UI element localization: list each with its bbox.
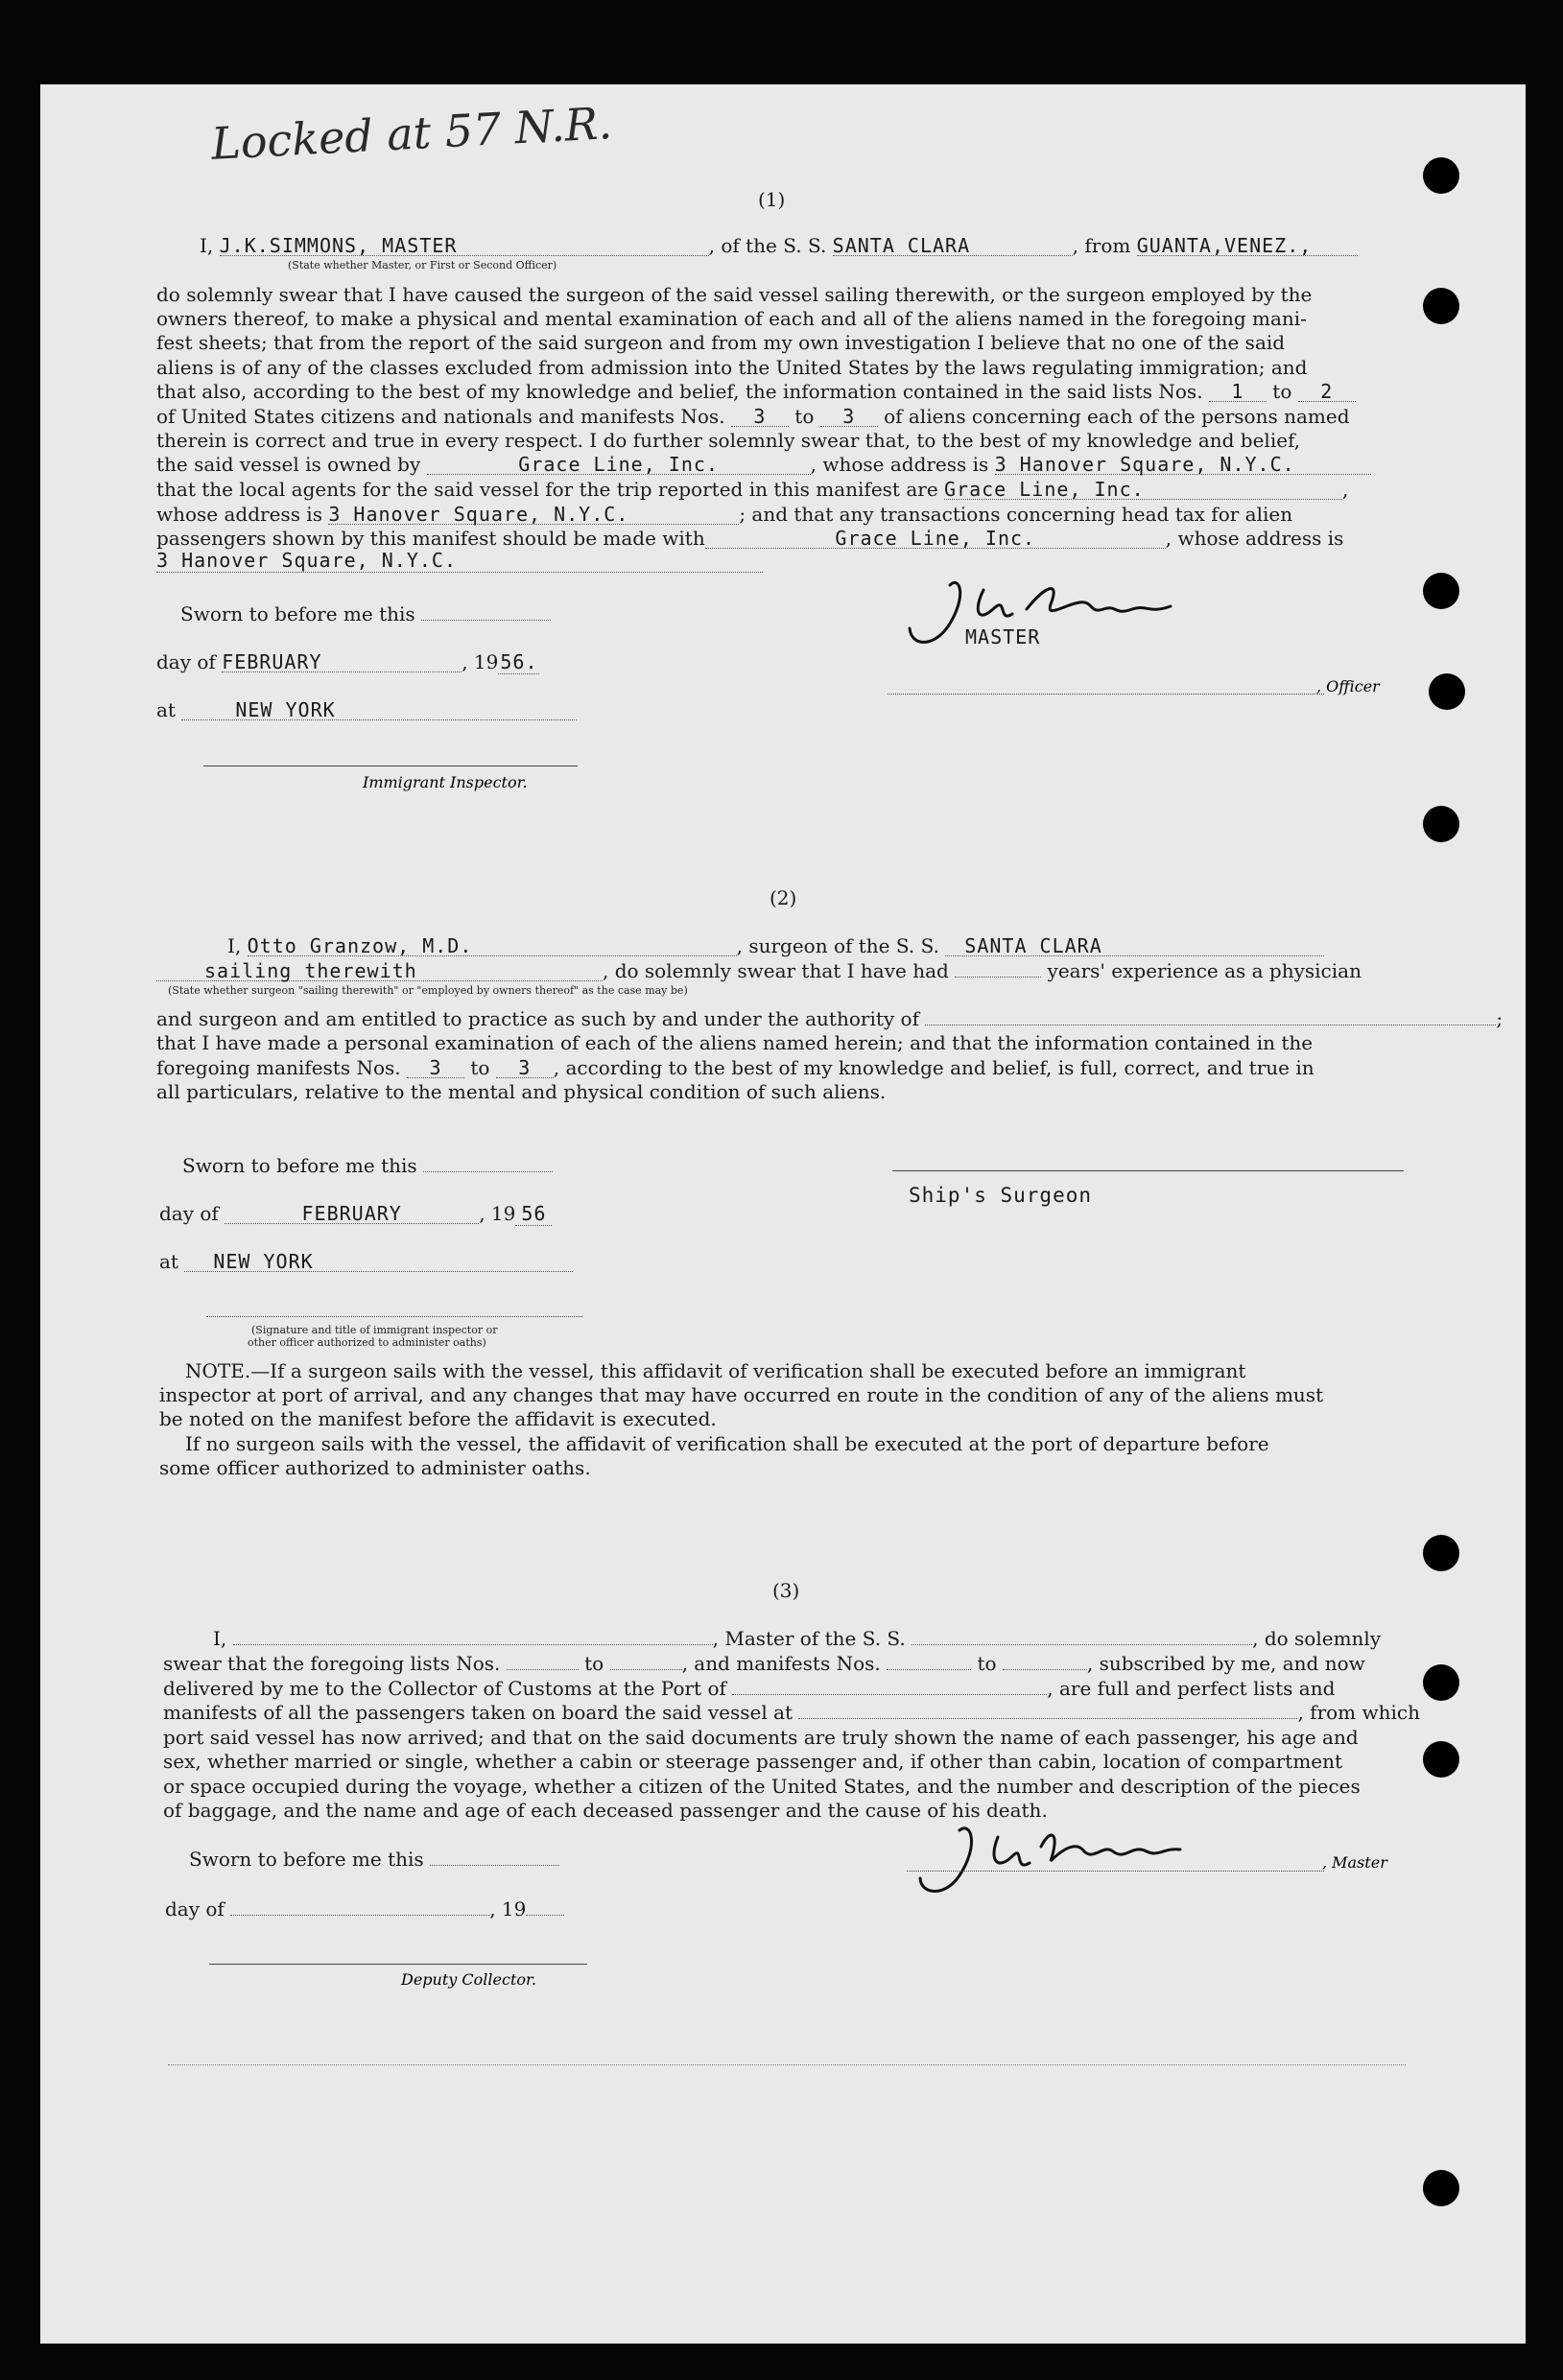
surgeon-year-field: 56 — [515, 1202, 552, 1226]
sailing-line: sailing therewith , do solemnly swear that I have had years' experience as a physician — [156, 961, 1362, 981]
section-3-number: (3) — [772, 1579, 800, 1602]
master-caption: , Master — [1322, 1853, 1387, 1872]
section-1-number: (1) — [758, 188, 786, 211]
bottom-rule — [168, 2064, 1406, 2065]
day-line-2: day of FEBRUARY , 19 56 — [159, 1204, 552, 1224]
master-title: MASTER — [965, 625, 1041, 648]
head-tax-address-line — [156, 549, 763, 573]
delivered-line: delivered by me to the Collector of Customs at the Port of , are full and perfect lists and — [163, 1677, 1336, 1700]
owner-line: the said vessel is owned by Grace Line, Inc. , whose address is 3 Hanover Square, N.Y.C. — [156, 455, 1371, 475]
master-name-field: J.K.SIMMONS, MASTER — [220, 236, 709, 256]
at-line-2: at NEW YORK — [159, 1252, 573, 1272]
deputy-signature-line — [209, 1964, 587, 1965]
section-1-body-line: fest sheets; that from the report of the said surgeon and from my own investigation I believe that no one of the said — [156, 331, 1286, 354]
surgeon-manifests-to: 3 — [496, 1058, 554, 1078]
deputy-caption: Deputy Collector. — [401, 1970, 536, 1989]
surgeon-line: I, Otto Granzow, M.D. , surgeon of the S. S. SANTA CLARA — [227, 936, 1324, 956]
day-line-3: day of , 19 — [165, 1899, 564, 1919]
manifests-on-board-line: manifests of all the passengers taken on board the said vessel at , from which — [163, 1701, 1420, 1724]
punch-hole — [1423, 1741, 1459, 1778]
foregoing-line: foregoing manifests Nos. 3 to 3 , according to the best of my knowledge and belief, is full, correct, and true in — [156, 1056, 1314, 1079]
head-tax-with-field: Grace Line, Inc. — [705, 529, 1166, 549]
sworn-line-3: Sworn to before me this — [189, 1850, 559, 1869]
punch-hole — [1423, 157, 1459, 194]
caption-signature-2: other officer authorized to administer oaths) — [248, 1336, 486, 1349]
surgeon-manifests-from: 3 — [407, 1058, 464, 1078]
owner-field: Grace Line, Inc. — [427, 455, 811, 475]
section-1-body-line: do solemnly swear that I have caused the surgeon of the said vessel sailing therewith, or the surgeon employed by the — [156, 283, 1313, 306]
lists-line: that also, according to the best of my knowledge and belief, the information contained in the said lists Nos. 1 to 2 — [156, 382, 1356, 402]
note-line: If no surgeon sails with the vessel, the affidavit of verification shall be executed at the port of departure before — [185, 1432, 1269, 1455]
punch-hole — [1429, 673, 1465, 710]
agents-field: Grace Line, Inc. — [944, 480, 1342, 500]
port-from-field: GUANTA,VENEZ., — [1137, 236, 1358, 256]
caption-signature: (Signature and title of immigrant inspector or — [251, 1324, 498, 1336]
year-field: 56. — [500, 650, 538, 673]
officer-signature-line — [888, 694, 1324, 695]
surgeon-vessel-field: SANTA CLARA — [945, 936, 1324, 956]
owner-address-field: 3 Hanover Square, N.Y.C. — [995, 455, 1371, 475]
section-3-body-line: sex, whether married or single, whether a cabin or steerage passenger and, if other than cabin, location of compartment — [163, 1750, 1343, 1773]
head-tax-line: passengers shown by this manifest should be made with Grace Line, Inc. , whose address is — [156, 527, 1344, 550]
correct-line: therein is correct and true in every respect. I do further solemnly swear that, to the best of my knowledge and belief, — [156, 429, 1301, 452]
practice-line: and surgeon and am entitled to practice as such by and under the authority of ; — [156, 1007, 1504, 1030]
manifests-to-field: 3 — [820, 407, 878, 427]
sworn-signature-line-2 — [206, 1316, 582, 1317]
experience-years-field — [955, 977, 1041, 978]
section-3-vessel-field — [912, 1644, 1252, 1645]
swear-line: swear that the foregoing lists Nos. to , and manifests Nos. to , subscribed by me, and now — [163, 1652, 1365, 1675]
note-line: be noted on the manifest before the affidavit is executed. — [159, 1407, 717, 1430]
agents-address-field: 3 Hanover Square, N.Y.C. — [328, 505, 739, 525]
embark-port-field — [798, 1718, 1297, 1719]
sworn-line-2: Sworn to before me this — [182, 1156, 553, 1175]
caption-sailing: (State whether surgeon "sailing therewith" or "employed by owners thereof" as the case may be) — [168, 984, 688, 997]
note-line: inspector at port of arrival, and any changes that may have occurred en route in the condition of any of the aliens must — [159, 1383, 1324, 1406]
section-1-oath-line: I, J.K.SIMMONS, MASTER , of the S. S. SANTA CLARA , from GUANTA,VENEZ., — [200, 236, 1358, 256]
agents-address-line: whose address is 3 Hanover Square, N.Y.C. ; and that any transactions concerning head tax for alien — [156, 503, 1293, 526]
surgeon-signature-label: Ship's Surgeon — [909, 1184, 1093, 1207]
punch-hole — [1423, 573, 1459, 609]
section-3-body-line: of baggage, and the name and age of each deceased passenger and the cause of his death. — [163, 1799, 1048, 1822]
note-line: some officer authorized to administer oaths. — [159, 1456, 591, 1479]
note-line: NOTE.—If a surgeon sails with the vessel, this affidavit of verification shall be executed before an immigrant — [185, 1359, 1246, 1382]
section-1-body-line: owners thereof, to make a physical and mental examination of each and all of the aliens named in the foregoing mani- — [156, 307, 1307, 330]
at-line-1: at NEW YORK — [156, 700, 577, 720]
head-tax-address-field: 3 Hanover Square, N.Y.C. — [156, 549, 763, 573]
section-3-master-field — [233, 1644, 713, 1645]
section-3-oath-line: I, , Master of the S. S. , do solemnly — [213, 1627, 1382, 1650]
month-field: FEBRUARY — [222, 652, 462, 672]
inspector-caption: Immigrant Inspector. — [363, 773, 528, 791]
manifests-from-field: 3 — [731, 407, 789, 427]
vessel-field: SANTA CLARA — [833, 236, 1073, 256]
punch-hole — [1423, 2170, 1459, 2206]
sworn-line-1: Sworn to before me this — [180, 604, 551, 624]
punch-hole — [1423, 1535, 1459, 1571]
lists-from-field: 1 — [1209, 382, 1267, 402]
section-3-body-line: port said vessel has now arrived; and that on the said documents are truly shown the name of each passenger, his age and — [163, 1726, 1359, 1749]
punch-hole — [1423, 806, 1459, 842]
surgeon-place-field: NEW YORK — [184, 1252, 573, 1272]
lists-to-field: 2 — [1298, 382, 1356, 402]
section-3-master-line — [907, 1871, 1324, 1872]
day-line-1: day of FEBRUARY , 19 56. — [156, 650, 538, 673]
officer-caption: , Officer — [1316, 677, 1380, 695]
agents-line: that the local agents for the said vessel for the trip reported in this manifest are Grace Line, Inc. , — [156, 478, 1349, 501]
port-field — [732, 1694, 1047, 1695]
sailing-field: sailing therewith — [156, 961, 603, 981]
section-2-number: (2) — [770, 886, 797, 909]
exam-line: that I have made a personal examination of each of the aliens named herein; and that the information contained in the — [156, 1031, 1314, 1054]
master-signature-2 — [907, 1803, 1214, 1909]
surgeon-signature-line — [892, 1170, 1404, 1171]
section-1-body-line: aliens is of any of the classes excluded from admission into the United States by the laws regulating immigration; and — [156, 356, 1308, 379]
handwritten-note: Locked at 57 N.R. — [209, 97, 614, 170]
section-3-body-line: or space occupied during the voyage, whether a citizen of the United States, and the number and description of the pieces — [163, 1775, 1361, 1798]
particulars-line: all particulars, relative to the mental and physical condition of such aliens. — [156, 1080, 887, 1103]
surgeon-name-field: Otto Granzow, M.D. — [248, 936, 737, 956]
manifests-line: of United States citizens and nationals and manifests Nos. 3 to 3 of aliens concerning each of the persons named — [156, 405, 1350, 428]
caption-master: (State whether Master, or First or Second Officer) — [288, 259, 557, 271]
punch-hole — [1423, 1664, 1459, 1701]
master-signature — [892, 556, 1209, 662]
surgeon-month-field: FEBRUARY — [225, 1204, 479, 1224]
place-field: NEW YORK — [181, 700, 577, 720]
